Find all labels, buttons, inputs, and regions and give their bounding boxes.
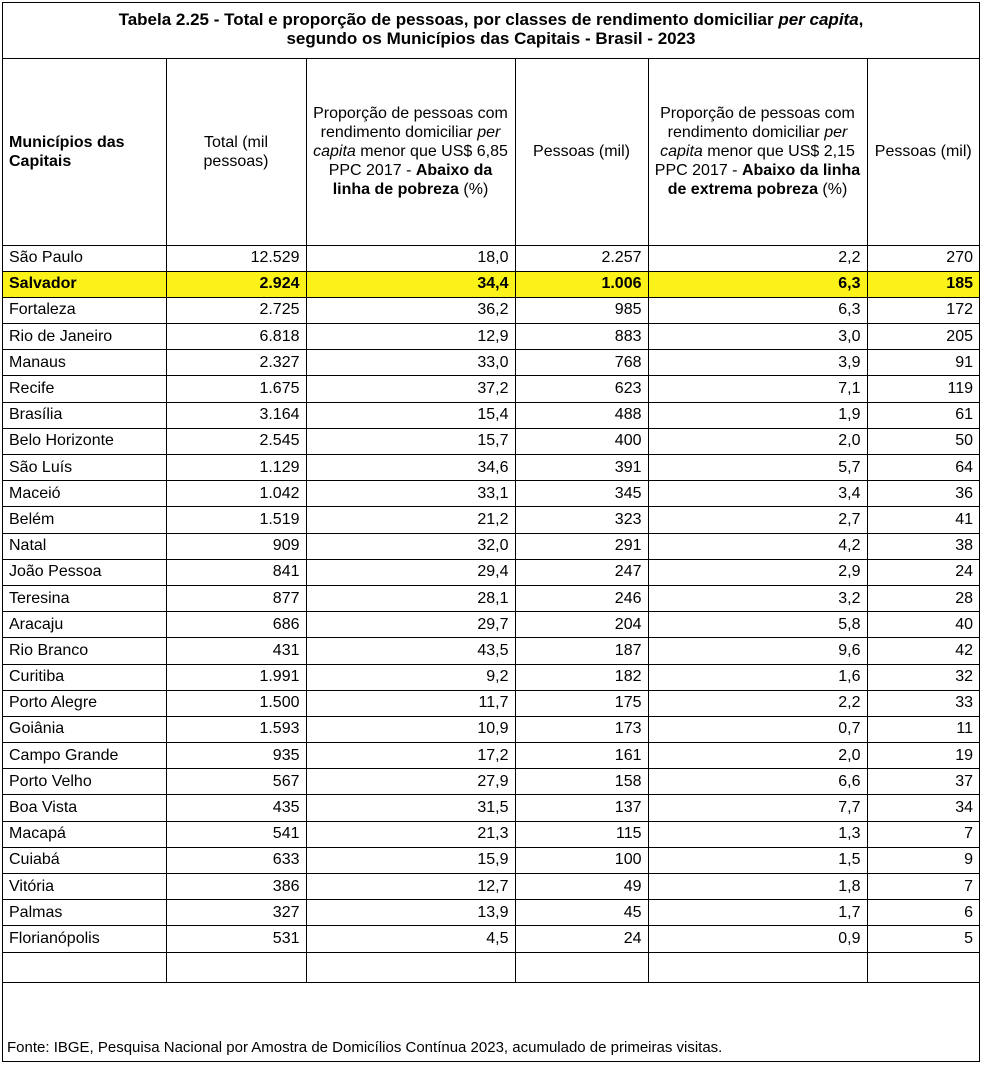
- cell-municipio: Recife: [3, 376, 166, 402]
- cell-proporcao-extrema: 3,9: [648, 350, 867, 376]
- cell-proporcao-pobreza: 43,5: [306, 638, 515, 664]
- cell-total: 431: [166, 638, 306, 664]
- cell-municipio: Campo Grande: [3, 743, 166, 769]
- header-proporcao-pobreza-c: (%): [458, 181, 489, 199]
- cell-total: 6.818: [166, 324, 306, 350]
- cell-total: 841: [166, 559, 306, 585]
- cell-proporcao-pobreza: 31,5: [306, 795, 515, 821]
- table-row: [3, 821, 979, 847]
- cell-proporcao-extrema: 7,7: [648, 795, 867, 821]
- header-proporcao-extrema-a: Proporção de pessoas com rendimento domiciliar: [660, 105, 855, 142]
- cell-pessoas-extrema: 36: [867, 481, 979, 507]
- cell-total: 386: [166, 874, 306, 900]
- header-proporcao-pobreza-a: Proporção de pessoas com rendimento domiciliar: [313, 105, 508, 142]
- blank-cell: [648, 952, 867, 982]
- cell-municipio: Aracaju: [3, 612, 166, 638]
- cell-proporcao-extrema: 1,3: [648, 821, 867, 847]
- cell-municipio: Porto Velho: [3, 769, 166, 795]
- cell-pessoas-pobreza: 137: [515, 795, 648, 821]
- cell-total: 2.725: [166, 297, 306, 323]
- table-row: [3, 690, 979, 716]
- cell-pessoas-extrema: 42: [867, 638, 979, 664]
- cell-proporcao-pobreza: 32,0: [306, 533, 515, 559]
- header-proporcao-extrema-italic: per capita: [660, 124, 848, 161]
- cell-proporcao-pobreza: 36,2: [306, 297, 515, 323]
- cell-proporcao-extrema: 3,2: [648, 585, 867, 611]
- cell-municipio: Maceió: [3, 481, 166, 507]
- table-row: [3, 638, 979, 664]
- cell-pessoas-extrema: 33: [867, 690, 979, 716]
- header-proporcao-extrema-c: (%): [817, 181, 848, 199]
- cell-total: 1.991: [166, 664, 306, 690]
- cell-total: 935: [166, 743, 306, 769]
- cell-total: 12.529: [166, 245, 306, 271]
- cell-pessoas-pobreza: 24: [515, 926, 648, 952]
- cell-total: 1.675: [166, 376, 306, 402]
- cell-municipio: Rio Branco: [3, 638, 166, 664]
- cell-total: 1.500: [166, 690, 306, 716]
- table-row: [3, 428, 979, 454]
- cell-pessoas-pobreza: 49: [515, 874, 648, 900]
- cell-municipio: Teresina: [3, 585, 166, 611]
- header-proporcao-pobreza-italic: per capita: [313, 124, 501, 161]
- cell-proporcao-extrema: 2,0: [648, 428, 867, 454]
- cell-municipio: Macapá: [3, 821, 166, 847]
- cell-pessoas-pobreza: 158: [515, 769, 648, 795]
- cell-municipio: Rio de Janeiro: [3, 324, 166, 350]
- cell-total: 1.593: [166, 716, 306, 742]
- cell-proporcao-pobreza: 33,0: [306, 350, 515, 376]
- cell-pessoas-pobreza: 291: [515, 533, 648, 559]
- cell-pessoas-pobreza: 173: [515, 716, 648, 742]
- table-row: [3, 743, 979, 769]
- cell-proporcao-extrema: 1,5: [648, 847, 867, 873]
- cell-total: 1.129: [166, 455, 306, 481]
- cell-municipio: Brasília: [3, 402, 166, 428]
- cell-pessoas-extrema: 11: [867, 716, 979, 742]
- cell-pessoas-extrema: 24: [867, 559, 979, 585]
- table-row: [3, 271, 979, 297]
- cell-total: 567: [166, 769, 306, 795]
- cell-proporcao-pobreza: 21,3: [306, 821, 515, 847]
- table-row: [3, 926, 979, 952]
- cell-proporcao-extrema: 4,2: [648, 533, 867, 559]
- table-title: [3, 3, 979, 59]
- cell-proporcao-pobreza: 34,4: [306, 271, 515, 297]
- table-row: [3, 769, 979, 795]
- cell-proporcao-extrema: 1,6: [648, 664, 867, 690]
- cell-proporcao-pobreza: 28,1: [306, 585, 515, 611]
- cell-total: 877: [166, 585, 306, 611]
- cell-pessoas-pobreza: 323: [515, 507, 648, 533]
- blank-row: [3, 952, 979, 982]
- cell-pessoas-extrema: 50: [867, 428, 979, 454]
- cell-pessoas-pobreza: 161: [515, 743, 648, 769]
- header-total: Total (mil pessoas): [166, 59, 306, 245]
- table-row: [3, 297, 979, 323]
- table-body: [3, 245, 979, 982]
- cell-pessoas-extrema: 6: [867, 900, 979, 926]
- table-row: [3, 376, 979, 402]
- cell-pessoas-extrema: 34: [867, 795, 979, 821]
- header-proporcao-extrema: [648, 59, 867, 245]
- blank-cell: [3, 952, 166, 982]
- cell-municipio: Belo Horizonte: [3, 428, 166, 454]
- table-frame: [2, 2, 980, 1062]
- cell-total: 2.327: [166, 350, 306, 376]
- cell-municipio: Natal: [3, 533, 166, 559]
- table-row: [3, 900, 979, 926]
- cell-proporcao-extrema: 5,8: [648, 612, 867, 638]
- cell-pessoas-pobreza: 182: [515, 664, 648, 690]
- cell-total: 3.164: [166, 402, 306, 428]
- cell-total: 1.042: [166, 481, 306, 507]
- table-row: [3, 585, 979, 611]
- cell-proporcao-pobreza: 17,2: [306, 743, 515, 769]
- cell-pessoas-extrema: 119: [867, 376, 979, 402]
- header-municipios: Municípios das Capitais: [3, 59, 166, 245]
- cell-pessoas-extrema: 41: [867, 507, 979, 533]
- table-row: [3, 795, 979, 821]
- cell-proporcao-extrema: 3,0: [648, 324, 867, 350]
- cell-proporcao-pobreza: 15,4: [306, 402, 515, 428]
- cell-pessoas-pobreza: 768: [515, 350, 648, 376]
- cell-proporcao-pobreza: 15,9: [306, 847, 515, 873]
- cell-pessoas-extrema: 28: [867, 585, 979, 611]
- cell-proporcao-pobreza: 10,9: [306, 716, 515, 742]
- table-row: [3, 481, 979, 507]
- cell-municipio: Florianópolis: [3, 926, 166, 952]
- cell-proporcao-pobreza: 29,7: [306, 612, 515, 638]
- cell-total: 909: [166, 533, 306, 559]
- title-line2: segundo os Municípios das Capitais - Brasil - 2023: [286, 29, 696, 48]
- cell-proporcao-extrema: 3,4: [648, 481, 867, 507]
- cell-proporcao-extrema: 2,7: [648, 507, 867, 533]
- cell-proporcao-extrema: 2,9: [648, 559, 867, 585]
- header-row: [3, 59, 979, 245]
- cell-proporcao-extrema: 1,7: [648, 900, 867, 926]
- title-line1-pre: Tabela 2.25 - Total e proporção de pessoas, por classes de rendimento domiciliar: [118, 10, 779, 29]
- cell-municipio: Boa Vista: [3, 795, 166, 821]
- cell-proporcao-pobreza: 11,7: [306, 690, 515, 716]
- cell-proporcao-pobreza: 15,7: [306, 428, 515, 454]
- cell-proporcao-pobreza: 34,6: [306, 455, 515, 481]
- table-row: [3, 507, 979, 533]
- cell-municipio: Fortaleza: [3, 297, 166, 323]
- blank-cell: [515, 952, 648, 982]
- cell-pessoas-extrema: 5: [867, 926, 979, 952]
- cell-municipio: Curitiba: [3, 664, 166, 690]
- cell-total: 2.924: [166, 271, 306, 297]
- cell-proporcao-extrema: 1,9: [648, 402, 867, 428]
- table-row: [3, 533, 979, 559]
- header-proporcao-pobreza-bold: Abaixo da linha de pobreza: [332, 162, 493, 199]
- cell-pessoas-extrema: 7: [867, 821, 979, 847]
- cell-proporcao-extrema: 7,1: [648, 376, 867, 402]
- cell-proporcao-pobreza: 29,4: [306, 559, 515, 585]
- header-proporcao-extrema-bold: Abaixo da linha de extrema pobreza: [667, 162, 861, 199]
- header-proporcao-pobreza-b: menor que US$ 6,85 PPC 2017 -: [328, 143, 508, 180]
- cell-pessoas-pobreza: 400: [515, 428, 648, 454]
- table-row: [3, 847, 979, 873]
- cell-municipio: São Paulo: [3, 245, 166, 271]
- cell-municipio: Porto Alegre: [3, 690, 166, 716]
- cell-total: 686: [166, 612, 306, 638]
- cell-pessoas-pobreza: 187: [515, 638, 648, 664]
- title-line1-post: ,: [858, 10, 864, 29]
- header-proporcao-pobreza: [306, 59, 515, 245]
- cell-pessoas-pobreza: 2.257: [515, 245, 648, 271]
- cell-municipio: Belém: [3, 507, 166, 533]
- cell-pessoas-extrema: 61: [867, 402, 979, 428]
- cell-municipio: Palmas: [3, 900, 166, 926]
- cell-pessoas-extrema: 172: [867, 297, 979, 323]
- cell-pessoas-extrema: 32: [867, 664, 979, 690]
- table-row: [3, 664, 979, 690]
- cell-pessoas-extrema: 37: [867, 769, 979, 795]
- cell-municipio: São Luís: [3, 455, 166, 481]
- cell-pessoas-pobreza: 204: [515, 612, 648, 638]
- cell-total: 633: [166, 847, 306, 873]
- cell-pessoas-extrema: 270: [867, 245, 979, 271]
- cell-pessoas-extrema: 9: [867, 847, 979, 873]
- cell-total: 531: [166, 926, 306, 952]
- cell-pessoas-pobreza: 345: [515, 481, 648, 507]
- cell-total: 435: [166, 795, 306, 821]
- table-row: [3, 324, 979, 350]
- cell-total: 1.519: [166, 507, 306, 533]
- cell-municipio: Manaus: [3, 350, 166, 376]
- cell-proporcao-extrema: 5,7: [648, 455, 867, 481]
- cell-total: 327: [166, 900, 306, 926]
- cell-pessoas-extrema: 7: [867, 874, 979, 900]
- cell-pessoas-pobreza: 488: [515, 402, 648, 428]
- cell-pessoas-pobreza: 1.006: [515, 271, 648, 297]
- title-line1-italic: per capita: [778, 10, 859, 29]
- table-row: [3, 455, 979, 481]
- cell-proporcao-pobreza: 4,5: [306, 926, 515, 952]
- cell-proporcao-extrema: 6,3: [648, 297, 867, 323]
- header-pessoas-extrema: Pessoas (mil): [867, 59, 979, 245]
- cell-proporcao-extrema: 0,9: [648, 926, 867, 952]
- cell-pessoas-pobreza: 100: [515, 847, 648, 873]
- table-row: [3, 612, 979, 638]
- cell-municipio: Cuiabá: [3, 847, 166, 873]
- cell-pessoas-pobreza: 175: [515, 690, 648, 716]
- table-row: [3, 559, 979, 585]
- cell-pessoas-pobreza: 115: [515, 821, 648, 847]
- cell-proporcao-pobreza: 9,2: [306, 664, 515, 690]
- cell-total: 2.545: [166, 428, 306, 454]
- table-row: [3, 245, 979, 271]
- table-row: [3, 716, 979, 742]
- cell-pessoas-extrema: 40: [867, 612, 979, 638]
- cell-proporcao-extrema: 0,7: [648, 716, 867, 742]
- cell-pessoas-pobreza: 391: [515, 455, 648, 481]
- cell-proporcao-extrema: 2,0: [648, 743, 867, 769]
- cell-pessoas-extrema: 19: [867, 743, 979, 769]
- cell-proporcao-extrema: 6,3: [648, 271, 867, 297]
- data-table: [3, 59, 979, 983]
- cell-proporcao-extrema: 9,6: [648, 638, 867, 664]
- table-row: [3, 874, 979, 900]
- cell-total: 541: [166, 821, 306, 847]
- blank-cell: [166, 952, 306, 982]
- cell-municipio: Goiânia: [3, 716, 166, 742]
- table-row: [3, 350, 979, 376]
- cell-proporcao-pobreza: 12,7: [306, 874, 515, 900]
- cell-proporcao-extrema: 1,8: [648, 874, 867, 900]
- cell-pessoas-extrema: 205: [867, 324, 979, 350]
- cell-pessoas-pobreza: 985: [515, 297, 648, 323]
- cell-municipio: João Pessoa: [3, 559, 166, 585]
- cell-proporcao-extrema: 2,2: [648, 690, 867, 716]
- cell-pessoas-pobreza: 45: [515, 900, 648, 926]
- cell-pessoas-extrema: 38: [867, 533, 979, 559]
- cell-proporcao-pobreza: 33,1: [306, 481, 515, 507]
- cell-pessoas-extrema: 185: [867, 271, 979, 297]
- cell-pessoas-pobreza: 246: [515, 585, 648, 611]
- cell-pessoas-pobreza: 247: [515, 559, 648, 585]
- cell-proporcao-pobreza: 12,9: [306, 324, 515, 350]
- table-row: [3, 402, 979, 428]
- cell-pessoas-pobreza: 883: [515, 324, 648, 350]
- cell-proporcao-pobreza: 21,2: [306, 507, 515, 533]
- cell-proporcao-pobreza: 27,9: [306, 769, 515, 795]
- cell-municipio: Vitória: [3, 874, 166, 900]
- cell-pessoas-pobreza: 623: [515, 376, 648, 402]
- header-pessoas-pobreza: Pessoas (mil): [515, 59, 648, 245]
- cell-proporcao-pobreza: 18,0: [306, 245, 515, 271]
- cell-proporcao-pobreza: 13,9: [306, 900, 515, 926]
- cell-proporcao-pobreza: 37,2: [306, 376, 515, 402]
- cell-pessoas-extrema: 64: [867, 455, 979, 481]
- cell-proporcao-extrema: 2,2: [648, 245, 867, 271]
- cell-municipio: Salvador: [3, 271, 166, 297]
- blank-cell: [306, 952, 515, 982]
- header-proporcao-extrema-b: menor que US$ 2,15 PPC 2017 -: [654, 143, 855, 180]
- source-note: Fonte: IBGE, Pesquisa Nacional por Amostra de Domicílios Contínua 2023, acumulado de primeiras visitas.: [7, 1039, 723, 1056]
- cell-pessoas-extrema: 91: [867, 350, 979, 376]
- blank-cell: [867, 952, 979, 982]
- cell-proporcao-extrema: 6,6: [648, 769, 867, 795]
